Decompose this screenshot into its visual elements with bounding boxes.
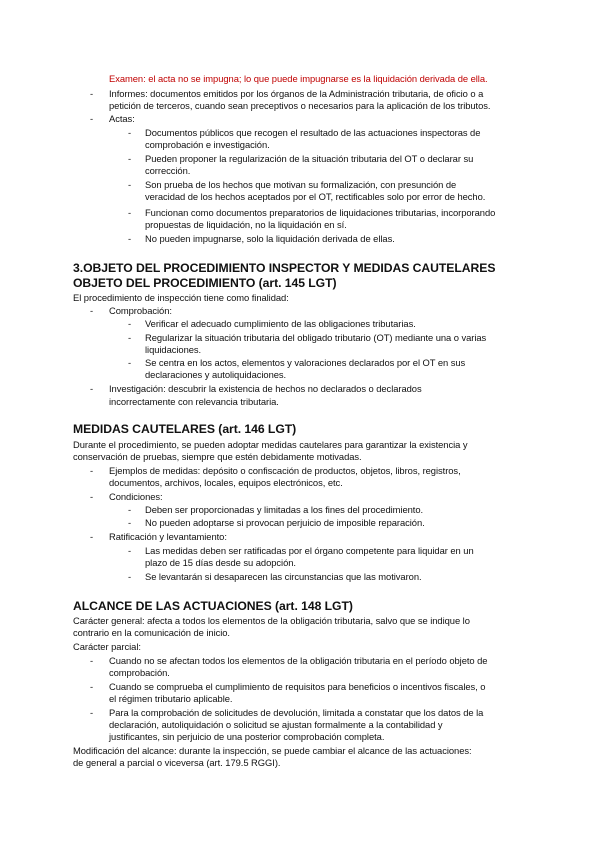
bullet-dash: - (90, 491, 94, 502)
ratificacion-item-1-line-2: plazo de 15 días desde su adopción. (145, 557, 296, 568)
parcial-item-3-line-3: justificantes, sin perjuicio de una posterior comprobación completa. (109, 731, 385, 742)
ratificacion-label: Ratificación y levantamiento: (109, 531, 227, 542)
subsection-heading: OBJETO DEL PROCEDIMIENTO (art. 145 LGT) (73, 276, 337, 290)
actas-item-1-line-1: Documentos públicos que recogen el resultado de las actuaciones inspectoras de (145, 127, 481, 138)
comprobacion-item-1: Verificar el adecuado cumplimiento de las obligaciones tributarias. (145, 318, 416, 329)
parcial-item-2-line-1: Cuando se comprueba el cumplimiento de requisitos para beneficios o incentivos fiscales, o (109, 681, 486, 692)
bullet-dash: - (90, 655, 94, 666)
comprobacion-label: Comprobación: (109, 305, 172, 316)
actas-item-2-line-2: corrección. (145, 165, 191, 176)
bullet-dash: - (90, 707, 94, 718)
sub-bullet-dash: - (128, 517, 132, 528)
bullet-dash: - (90, 88, 94, 99)
parcial-item-3-line-1: Para la comprobación de solicitudes de devolución, limitada a constatar que los datos de la (109, 707, 484, 718)
medidas-intro-line-1: Durante el procedimiento, se pueden adoptar medidas cautelares para garantizar la existencia y (73, 439, 468, 450)
modificacion-line-2: de general a parcial o viceversa (art. 179.5 RGGI). (73, 757, 281, 768)
condiciones-item-1: Deben ser proporcionadas y limitadas a los fines del procedimiento. (145, 504, 424, 515)
sub-bullet-dash: - (128, 318, 132, 329)
investigacion-line-2: incorrectamente con relevancia tributaria. (109, 396, 279, 407)
sub-bullet-dash: - (128, 179, 132, 190)
actas-item-5-line-1: No pueden impugnarse, solo la liquidación derivada de ellas. (145, 233, 395, 244)
informes-line-1: Informes: documentos emitidos por los órganos de la Administración tributaria, de oficio o a (109, 88, 484, 99)
actas-item-4-line-1: Funcionan como documentos preparatorios de liquidaciones tributarias, incorporando (145, 207, 496, 218)
investigacion-line-1: Investigación: descubrir la existencia de hechos no declarados o declarados (109, 383, 422, 394)
comprobacion-item-3-line-2: declaraciones y autoliquidaciones. (145, 369, 287, 380)
sub-bullet-dash: - (128, 207, 132, 218)
actas-item-3-line-1: Son prueba de los hechos que motivan su formalización, con presunción de (145, 179, 457, 190)
parcial-label: Carácter parcial: (73, 641, 141, 652)
subsection-heading: MEDIDAS CAUTELARES (art. 146 LGT) (73, 422, 297, 436)
actas-item-3-line-2: veracidad de los hechos aceptados por el OT, rectificables solo por error de hecho. (145, 191, 486, 202)
comprobacion-item-2-line-1: Regularizar la situación tributaria del obligado tributario (OT) mediante una o varias (145, 332, 487, 343)
sub-bullet-dash: - (128, 233, 132, 244)
sub-bullet-dash: - (128, 357, 132, 368)
parcial-item-1-line-1: Cuando no se afectan todos los elementos de la obligación tributaria en el período objeto de (109, 655, 488, 666)
bullet-dash: - (90, 531, 94, 542)
sub-bullet-dash: - (128, 504, 132, 515)
paragraph: El procedimiento de inspección tiene como finalidad: (73, 292, 289, 303)
subsection-heading: ALCANCE DE LAS ACTUACIONES (art. 148 LGT) (73, 599, 353, 613)
bullet-dash: - (90, 305, 94, 316)
sub-bullet-dash: - (128, 153, 132, 164)
medidas-intro-line-2: conservación de pruebas, siempre que estén debidamente motivadas. (73, 451, 362, 462)
parcial-item-3-line-2: declaración, autoliquidación o solicitud se ajustan formalmente a la contabilidad y (109, 719, 443, 730)
sub-bullet-dash: - (128, 571, 132, 582)
bullet-dash: - (90, 681, 94, 692)
bullet-dash: - (90, 383, 94, 394)
informes-line-2: petición de terceros, cuando sean preceptivos o necesarios para la aplicación de los tributos. (109, 100, 491, 111)
sub-bullet-dash: - (128, 332, 132, 343)
ratificacion-item-1-line-1: Las medidas deben ser ratificadas por el órgano competente para liquidar en un (145, 545, 474, 556)
condiciones-item-2: No pueden adoptarse si provocan perjuicio de imposible reparación. (145, 517, 425, 528)
bullet-dash: - (90, 113, 94, 124)
parcial-item-2-line-2: el régimen tributario aplicable. (109, 693, 233, 704)
exam-note: Examen: el acta no se impugna; lo que puede impugnarse es la liquidación derivada de ella. (109, 73, 488, 84)
condiciones-label: Condiciones: (109, 491, 163, 502)
actas-item-2-line-1: Pueden proponer la regularización de la situación tributaria del OT o declarar su (145, 153, 474, 164)
general-line-1: Carácter general: afecta a todos los elementos de la obligación tributaria, salvo que se indique lo (73, 615, 470, 626)
comprobacion-item-2-line-2: liquidaciones. (145, 344, 202, 355)
ejemplos-line-1: Ejemplos de medidas: depósito o confiscación de productos, objetos, libros, registros, (109, 465, 461, 476)
comprobacion-item-3-line-1: Se centra en los actos, elementos y valoraciones declarados por el OT en sus (145, 357, 466, 368)
ratificacion-item-2: Se levantarán si desaparecen las circunstancias que las motivaron. (145, 571, 422, 582)
modificacion-line-1: Modificación del alcance: durante la inspección, se puede cambiar el alcance de las actuaciones: (73, 745, 472, 756)
ejemplos-line-2: documentos, archivos, locales, equipos electrónicos, etc. (109, 477, 343, 488)
sub-bullet-dash: - (128, 545, 132, 556)
section-heading: 3.OBJETO DEL PROCEDIMIENTO INSPECTOR Y MEDIDAS CAUTELARES (73, 261, 496, 275)
parcial-item-1-line-2: comprobación. (109, 667, 170, 678)
general-line-2: contrario en la comunicación de inicio. (73, 627, 230, 638)
actas-item-4-line-2: propuestas de liquidación, no la liquidación en sí. (145, 219, 347, 230)
actas-item-1-line-2: comprobación e investigación. (145, 139, 270, 150)
actas-label: Actas: (109, 113, 135, 124)
sub-bullet-dash: - (128, 127, 132, 138)
bullet-dash: - (90, 465, 94, 476)
